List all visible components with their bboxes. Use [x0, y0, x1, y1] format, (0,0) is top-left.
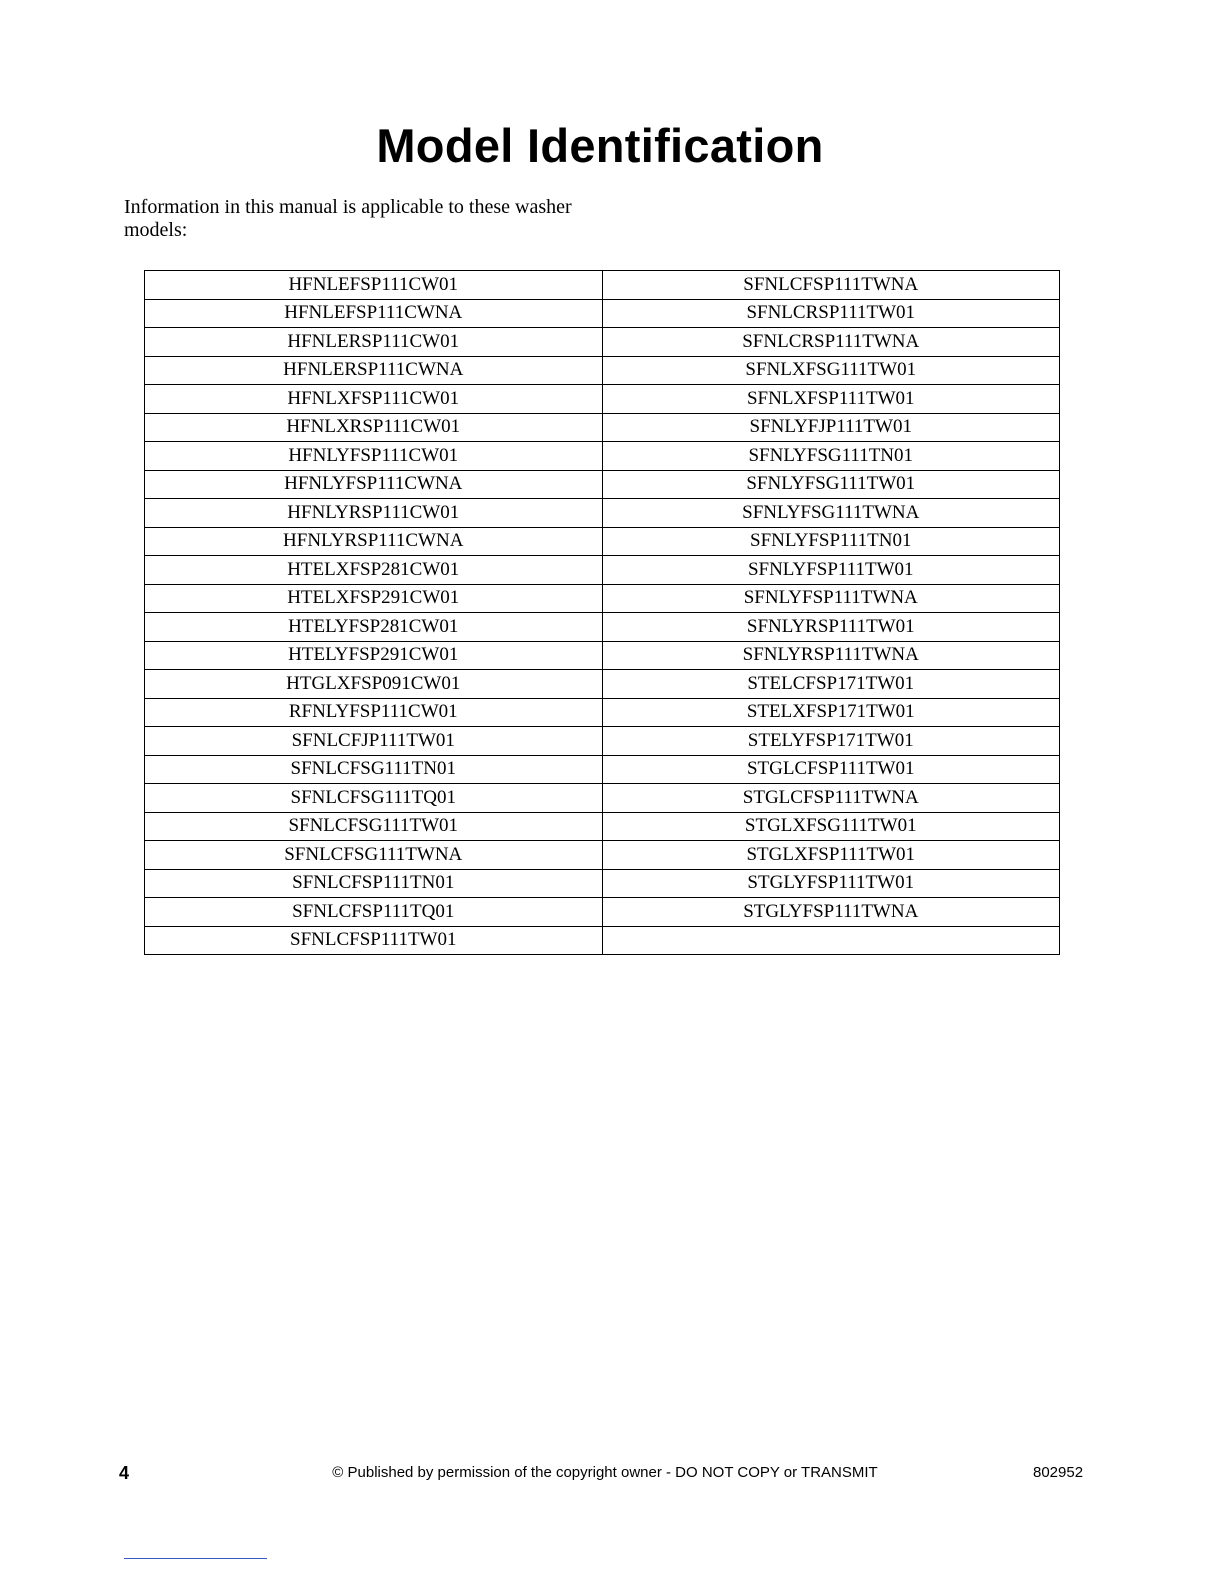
- table-row: [145, 356, 1060, 385]
- model-cell-left: HFNLYRSP111CWNA: [145, 527, 603, 556]
- table-row: [145, 556, 1060, 585]
- model-cell-right: STELCFSP171TW01: [602, 670, 1060, 699]
- model-cell-right: STGLXFSG111TW01: [602, 812, 1060, 841]
- model-cell-right: SFNLXFSG111TW01: [602, 356, 1060, 385]
- model-cell-right: SFNLXFSP111TW01: [602, 385, 1060, 414]
- model-cell-left: HFNLYFSP111CWNA: [145, 470, 603, 499]
- model-cell-right: STELYFSP171TW01: [602, 727, 1060, 756]
- table-row: [145, 442, 1060, 471]
- model-cell-left: HTELXFSP281CW01: [145, 556, 603, 585]
- model-cell-left: SFNLCFSG111TQ01: [145, 784, 603, 813]
- footer-link-underline: [124, 1558, 267, 1559]
- model-cell-right: SFNLYFSP111TWNA: [602, 584, 1060, 613]
- model-cell-left: RFNLYFSP111CW01: [145, 698, 603, 727]
- table-row: [145, 812, 1060, 841]
- copyright-notice: © Published by permission of the copyright owner - DO NOT COPY or TRANSMIT: [332, 1464, 878, 1481]
- model-cell-right: STGLCFSP111TWNA: [602, 784, 1060, 813]
- model-table: [144, 270, 1060, 955]
- model-cell-right: SFNLYRSP111TWNA: [602, 641, 1060, 670]
- table-row: [145, 385, 1060, 414]
- model-cell-right: [602, 926, 1060, 955]
- model-cell-left: SFNLCFSG111TW01: [145, 812, 603, 841]
- model-cell-left: HFNLERSP111CWNA: [145, 356, 603, 385]
- model-cell-right: SFNLYFSG111TWNA: [602, 499, 1060, 528]
- table-row: [145, 413, 1060, 442]
- table-row: [145, 784, 1060, 813]
- model-cell-right: SFNLCRSP111TW01: [602, 299, 1060, 328]
- model-cell-right: SFNLYFSG111TW01: [602, 470, 1060, 499]
- table-row: [145, 470, 1060, 499]
- model-cell-right: SFNLYFSG111TN01: [602, 442, 1060, 471]
- table-row: [145, 926, 1060, 955]
- model-cell-right: SFNLYRSP111TW01: [602, 613, 1060, 642]
- page-number: 4: [119, 1463, 130, 1483]
- table-row: [145, 613, 1060, 642]
- table-row: [145, 869, 1060, 898]
- table-row: [145, 841, 1060, 870]
- table-row: [145, 271, 1060, 300]
- table-row: [145, 527, 1060, 556]
- model-cell-left: SFNLCFJP111TW01: [145, 727, 603, 756]
- table-row: [145, 670, 1060, 699]
- table-row: [145, 299, 1060, 328]
- model-cell-left: SFNLCFSP111TN01: [145, 869, 603, 898]
- model-cell-left: HFNLYFSP111CW01: [145, 442, 603, 471]
- model-cell-left: SFNLCFSP111TQ01: [145, 898, 603, 927]
- table-row: [145, 584, 1060, 613]
- intro-text: Information in this manual is applicable to these washer models:: [124, 196, 572, 241]
- model-cell-right: STGLXFSP111TW01: [602, 841, 1060, 870]
- model-cell-left: HTGLXFSP091CW01: [145, 670, 603, 699]
- model-cell-left: HFNLEFSP111CWNA: [145, 299, 603, 328]
- model-cell-right: SFNLYFSP111TN01: [602, 527, 1060, 556]
- model-cell-right: SFNLCRSP111TWNA: [602, 328, 1060, 357]
- table-row: [145, 499, 1060, 528]
- model-cell-left: HTELYFSP281CW01: [145, 613, 603, 642]
- page-title: Model Identification: [376, 119, 824, 172]
- model-cell-left: HFNLEFSP111CW01: [145, 271, 603, 300]
- table-row: [145, 328, 1060, 357]
- model-cell-left: HFNLERSP111CW01: [145, 328, 603, 357]
- model-table-body: [145, 271, 1060, 955]
- model-cell-left: SFNLCFSG111TN01: [145, 755, 603, 784]
- table-row: [145, 698, 1060, 727]
- model-cell-left: HTELXFSP291CW01: [145, 584, 603, 613]
- model-cell-left: HFNLXRSP111CW01: [145, 413, 603, 442]
- model-cell-left: HFNLXFSP111CW01: [145, 385, 603, 414]
- model-cell-right: STGLYFSP111TW01: [602, 869, 1060, 898]
- model-cell-right: STELXFSP171TW01: [602, 698, 1060, 727]
- model-cell-left: HFNLYRSP111CW01: [145, 499, 603, 528]
- model-cell-right: SFNLYFSP111TW01: [602, 556, 1060, 585]
- table-row: [145, 755, 1060, 784]
- model-cell-right: STGLYFSP111TWNA: [602, 898, 1060, 927]
- table-row: [145, 641, 1060, 670]
- document-number: 802952: [1033, 1464, 1084, 1481]
- model-cell-right: SFNLYFJP111TW01: [602, 413, 1060, 442]
- table-row: [145, 727, 1060, 756]
- model-cell-right: STGLCFSP111TW01: [602, 755, 1060, 784]
- table-row: [145, 898, 1060, 927]
- model-cell-left: SFNLCFSG111TWNA: [145, 841, 603, 870]
- model-cell-left: HTELYFSP291CW01: [145, 641, 603, 670]
- model-cell-right: SFNLCFSP111TWNA: [602, 271, 1060, 300]
- model-cell-left: SFNLCFSP111TW01: [145, 926, 603, 955]
